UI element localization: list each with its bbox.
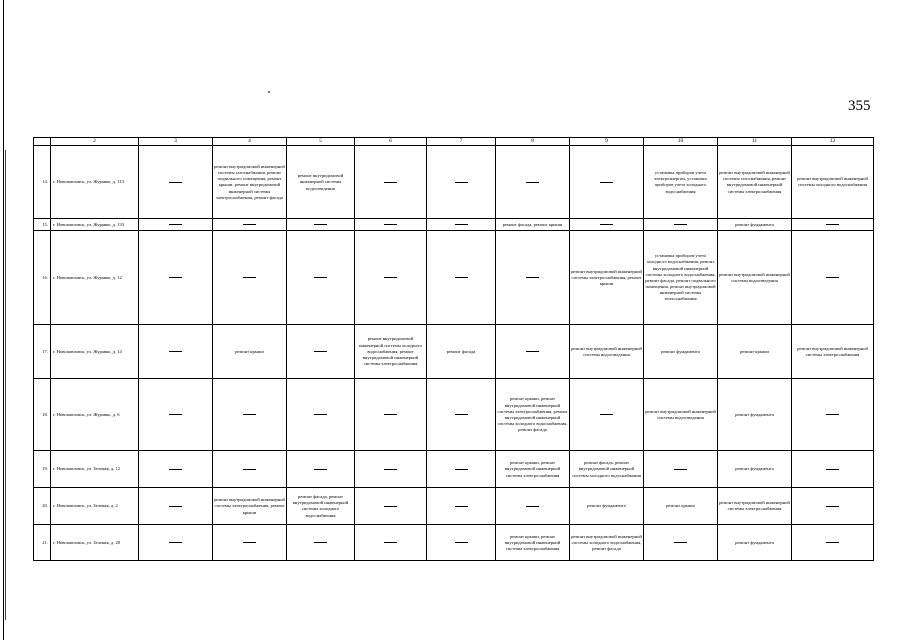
empty-cell: [287, 231, 355, 325]
dash-mark: [455, 542, 468, 543]
empty-cell: [427, 146, 496, 219]
empty-cell: [139, 525, 213, 561]
column-number-header: 8: [496, 138, 570, 146]
empty-cell: [213, 451, 287, 488]
page-number: 355: [848, 98, 871, 114]
column-number-header: 4: [213, 138, 287, 146]
row-number: 19.: [34, 451, 51, 488]
empty-cell: [355, 146, 427, 219]
dash-mark: [455, 506, 468, 507]
dash-mark: [526, 182, 539, 183]
dash-mark: [384, 224, 397, 225]
empty-cell: [792, 379, 874, 451]
work-type-cell: ремонт фундамента: [644, 325, 718, 379]
row-number: 20.: [34, 488, 51, 525]
address-cell: г. Новопавловск, ул. Зеленая, д. 20: [51, 525, 139, 561]
work-type-cell: ремонт внутридомовой инженерной системы электроснабжения, ремонт крыши: [570, 231, 644, 325]
table-body: [34, 138, 874, 561]
dash-mark: [243, 277, 256, 278]
empty-cell: [792, 231, 874, 325]
work-type-cell: ремонт внутридомовой инженерной системы газоснабжения, ремонт подвального помещения, ремонт крыши, ремонт внутридомовой инженерной системы электроснабжения, ремонт фасада: [213, 146, 287, 219]
dash-mark: [314, 469, 327, 470]
empty-cell: [496, 488, 570, 525]
work-type-cell: ремонт фасада, ремонт внутридомовой инженерной системы холодного водоснабжения: [570, 451, 644, 488]
work-type-cell: установка приборов учета электроэнергии, установка приборов учета холодного водоснабжения: [644, 146, 718, 219]
dash-mark: [826, 224, 839, 225]
table-row: [34, 219, 874, 231]
dash-mark: [455, 224, 468, 225]
empty-cell: [355, 488, 427, 525]
dash-mark: [169, 414, 182, 415]
work-type-cell: ремонт фасада, ремонт крыши: [496, 219, 570, 231]
work-type-cell: ремонт крыши: [213, 325, 287, 379]
work-type-cell: ремонт крыши: [718, 325, 792, 379]
work-type-cell: ремонт внутридомовой инженерной системы холодного водоснабжения, ремонт внутридомовой инженерной системы электроснабжения: [355, 325, 427, 379]
address-cell: г. Новопавловск, ул. Журавко, д. 113: [51, 146, 139, 219]
dash-mark: [314, 351, 327, 352]
work-type-cell: ремонт фундамента: [718, 525, 792, 561]
dash-mark: [169, 224, 182, 225]
empty-cell: [139, 451, 213, 488]
empty-cell: [139, 231, 213, 325]
table-row: [34, 451, 874, 488]
empty-cell: [139, 219, 213, 231]
empty-cell: [287, 219, 355, 231]
dash-mark: [826, 414, 839, 415]
dash-mark: [384, 277, 397, 278]
empty-cell: [287, 379, 355, 451]
address-cell: г. Новопавловск, ул. Зеленая, д. 12: [51, 451, 139, 488]
page-left-border-inner: [5, 150, 6, 620]
empty-cell: [570, 379, 644, 451]
work-type-cell: ремонт внутридомовой инженерной системы электроснабжения, ремонт крыши: [213, 488, 287, 525]
address-cell: г. Новопавловск, ул. Журавко, д. 14: [51, 325, 139, 379]
empty-cell: [427, 451, 496, 488]
row-number: 16.: [34, 231, 51, 325]
dash-mark: [169, 506, 182, 507]
empty-cell: [427, 219, 496, 231]
dash-mark: [674, 469, 687, 470]
empty-cell: [496, 231, 570, 325]
empty-cell: [287, 525, 355, 561]
dash-mark: [526, 351, 539, 352]
dash-mark: [384, 469, 397, 470]
dash-mark: [314, 414, 327, 415]
column-number-header: [34, 138, 51, 146]
work-type-cell: ремонт внутридомовой инженерной системы водоотведения: [570, 325, 644, 379]
work-type-cell: установка приборов учета холодного водоснабжения, ремонт внутридомовой инженерной системы холодного водоснабжения, ремонт фасада, ремонт подвального помещения, ремонт внутридомовой инженерной системы теплоснабжения: [644, 231, 718, 325]
work-type-cell: ремонт внутридомовой инженерной системы электроснабжения: [718, 488, 792, 525]
dash-mark: [169, 351, 182, 352]
empty-cell: [213, 231, 287, 325]
table-row: [34, 231, 874, 325]
dash-mark: [243, 542, 256, 543]
empty-cell: [427, 379, 496, 451]
dash-mark: [314, 224, 327, 225]
row-number: 17.: [34, 325, 51, 379]
empty-cell: [355, 451, 427, 488]
dash-mark: [169, 469, 182, 470]
dash-mark: [384, 506, 397, 507]
empty-cell: [287, 451, 355, 488]
empty-cell: [139, 325, 213, 379]
dash-mark: [455, 277, 468, 278]
work-type-cell: ремонт внутридомовой инженерной системы холодного водоснабжения, ремонт фасада: [570, 525, 644, 561]
dash-mark: [243, 224, 256, 225]
dash-mark: [455, 469, 468, 470]
work-type-cell: ремонт фасада, ремонт внутридомовой инженерной системы холодного водоснабжения: [287, 488, 355, 525]
table-row: [34, 325, 874, 379]
work-type-cell: ремонт фундамента: [718, 451, 792, 488]
dash-mark: [674, 542, 687, 543]
table-row: [34, 525, 874, 561]
dash-mark: [169, 277, 182, 278]
empty-cell: [570, 219, 644, 231]
row-number: 14.: [34, 146, 51, 219]
dash-mark: [243, 469, 256, 470]
column-number-header: 2: [51, 138, 139, 146]
column-number-header: 5: [287, 138, 355, 146]
column-number-header: 3: [139, 138, 213, 146]
dash-mark: [384, 414, 397, 415]
empty-cell: [792, 525, 874, 561]
work-type-cell: ремонт внутридомовой инженерной системы водоотведения: [644, 379, 718, 451]
dash-mark: [314, 542, 327, 543]
address-cell: г. Новопавловск, ул. Журавко, д. 133: [51, 219, 139, 231]
work-type-cell: ремонт крыши, ремонт внутридомовой инженерной системы электроснабжения: [496, 525, 570, 561]
empty-cell: [792, 451, 874, 488]
work-type-cell: ремонт фундамента: [570, 488, 644, 525]
column-number-header: 11: [718, 138, 792, 146]
row-number: 15.: [34, 219, 51, 231]
dash-mark: [600, 414, 613, 415]
empty-cell: [496, 325, 570, 379]
scan-speck: [268, 91, 270, 93]
empty-cell: [427, 231, 496, 325]
work-type-cell: ремонт внутридомовой инженерной системы водоотведения: [287, 146, 355, 219]
dash-mark: [384, 182, 397, 183]
dash-mark: [600, 224, 613, 225]
empty-cell: [355, 219, 427, 231]
empty-cell: [213, 379, 287, 451]
dash-mark: [455, 182, 468, 183]
repair-schedule-table: [33, 137, 874, 561]
empty-cell: [644, 219, 718, 231]
empty-cell: [355, 525, 427, 561]
work-type-cell: ремонт внутридомовой инженерной системы электроснабжения: [792, 325, 874, 379]
column-number-header: 7: [427, 138, 496, 146]
table-row: [34, 146, 874, 219]
table-row: [34, 379, 874, 451]
table-row: [34, 488, 874, 525]
work-type-cell: ремонт внутридомовой инженерной системы водоотведения: [718, 231, 792, 325]
empty-cell: [139, 488, 213, 525]
dash-mark: [674, 224, 687, 225]
row-number: 18.: [34, 379, 51, 451]
work-type-cell: ремонт фундамента: [718, 379, 792, 451]
work-type-cell: ремонт фасада: [427, 325, 496, 379]
dash-mark: [826, 277, 839, 278]
empty-cell: [139, 379, 213, 451]
empty-cell: [792, 219, 874, 231]
address-cell: г. Новопавловск, ул. Зеленая, д. 2: [51, 488, 139, 525]
dash-mark: [600, 182, 613, 183]
empty-cell: [644, 451, 718, 488]
dash-mark: [314, 277, 327, 278]
empty-cell: [792, 488, 874, 525]
empty-cell: [644, 525, 718, 561]
row-number: 21.: [34, 525, 51, 561]
empty-cell: [139, 146, 213, 219]
column-number-header: 6: [355, 138, 427, 146]
column-number-header: 9: [570, 138, 644, 146]
dash-mark: [826, 542, 839, 543]
empty-cell: [213, 219, 287, 231]
empty-cell: [355, 379, 427, 451]
dash-mark: [243, 414, 256, 415]
work-type-cell: ремонт фундамента: [718, 219, 792, 231]
work-type-cell: ремонт внутридомовой инженерной системы газоснабжения, ремонт внутридомовой инженерной системы электроснабжения: [718, 146, 792, 219]
dash-mark: [826, 506, 839, 507]
dash-mark: [455, 414, 468, 415]
header-row: [34, 138, 874, 146]
dash-mark: [826, 469, 839, 470]
dash-mark: [526, 506, 539, 507]
work-type-cell: ремонт крыши: [644, 488, 718, 525]
address-cell: г. Новопавловск, ул. Журавко, д. 6: [51, 379, 139, 451]
dash-mark: [384, 542, 397, 543]
empty-cell: [570, 146, 644, 219]
empty-cell: [496, 146, 570, 219]
work-type-cell: ремонт внутридомовой инженерной системы холодного водоснабжения: [792, 146, 874, 219]
empty-cell: [355, 231, 427, 325]
empty-cell: [427, 488, 496, 525]
empty-cell: [287, 325, 355, 379]
dash-mark: [526, 277, 539, 278]
address-cell: г. Новопавловск, ул. Журавко, д. 12: [51, 231, 139, 325]
empty-cell: [213, 525, 287, 561]
column-number-header: 12: [792, 138, 874, 146]
column-number-header: 10: [644, 138, 718, 146]
dash-mark: [169, 182, 182, 183]
page-left-border: [3, 0, 4, 640]
empty-cell: [427, 525, 496, 561]
work-type-cell: ремонт крыши, ремонт внутридомовой инженерной системы электроснабжения: [496, 451, 570, 488]
work-type-cell: ремонт крыши, ремонт внутридомовой инженерной системы электроснабжения, ремонт внутридомовой инженерной системы холодного водоснабжения, ремонт фасада: [496, 379, 570, 451]
dash-mark: [169, 542, 182, 543]
